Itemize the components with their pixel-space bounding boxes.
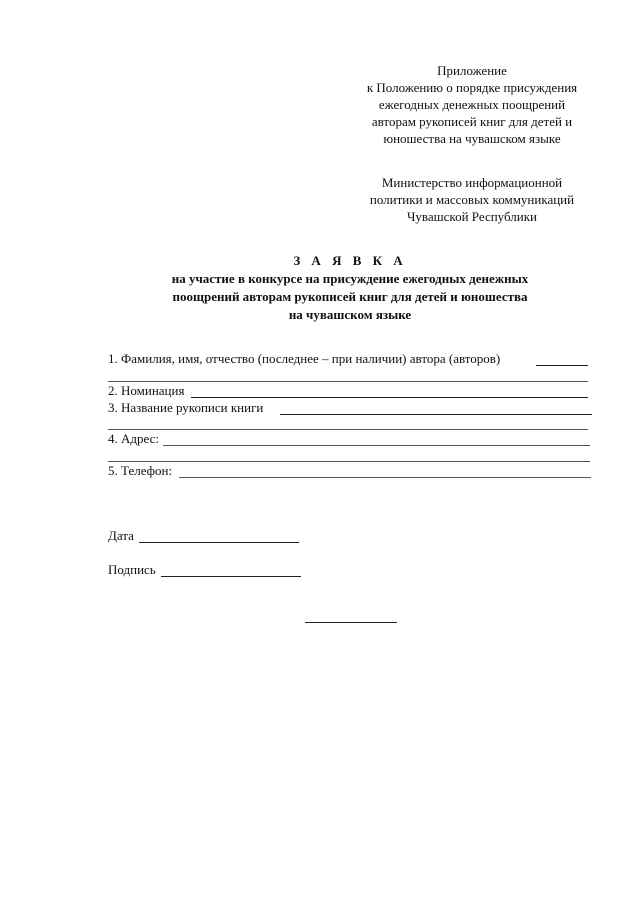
appendix-line: Приложение (437, 63, 507, 78)
title-heading: З А Я В К А (293, 253, 407, 268)
field-nomination-label: 2. Номинация (108, 383, 185, 398)
appendix-header (348, 62, 596, 147)
field-address-label: 4. Адрес: (108, 431, 159, 446)
ministry-line: Чувашской Республики (406, 209, 538, 224)
application-title (100, 252, 600, 324)
field-nomination-blank[interactable] (191, 397, 588, 398)
ministry-line: Министерство информационной (381, 175, 563, 190)
field-manuscript-title-line-2[interactable] (108, 429, 588, 430)
ministry-addressee (348, 174, 596, 225)
title-subtitle-line: на участие в конкурсе на присуждение ежегодных денежных (171, 271, 529, 286)
date-blank[interactable] (139, 542, 299, 543)
field-address-blank[interactable] (163, 445, 590, 446)
field-author-label: 1. Фамилия, имя, отчество (последнее – при наличии) автора (авторов) (108, 351, 501, 366)
date-label: Дата (108, 528, 134, 543)
appendix-line: авторам рукописей книг для детей и (371, 114, 573, 129)
title-subtitle-line: поощрений авторам рукописей книг для детей и юношества (172, 289, 528, 304)
appendix-line: ежегодных денежных поощрений (378, 97, 566, 112)
ministry-line: политики и массовых коммуникаций (369, 192, 575, 207)
field-phone-label: 5. Телефон: (108, 463, 173, 478)
signature-label: Подпись (108, 562, 156, 577)
field-author-blank[interactable] (536, 365, 588, 366)
appendix-line: юношества на чувашском языке (383, 131, 561, 146)
signature-blank[interactable] (161, 576, 301, 577)
field-phone-blank[interactable] (179, 477, 591, 478)
field-address-line-2[interactable] (108, 461, 590, 462)
field-manuscript-title-label: 3. Название рукописи книги (108, 400, 264, 415)
appendix-line: к Положению о порядке присуждения (366, 80, 578, 95)
field-author-line-2[interactable] (108, 381, 588, 382)
field-manuscript-title-blank[interactable] (280, 414, 592, 415)
closing-separator-line (305, 622, 397, 623)
title-subtitle-line: на чувашском языке (288, 307, 412, 322)
